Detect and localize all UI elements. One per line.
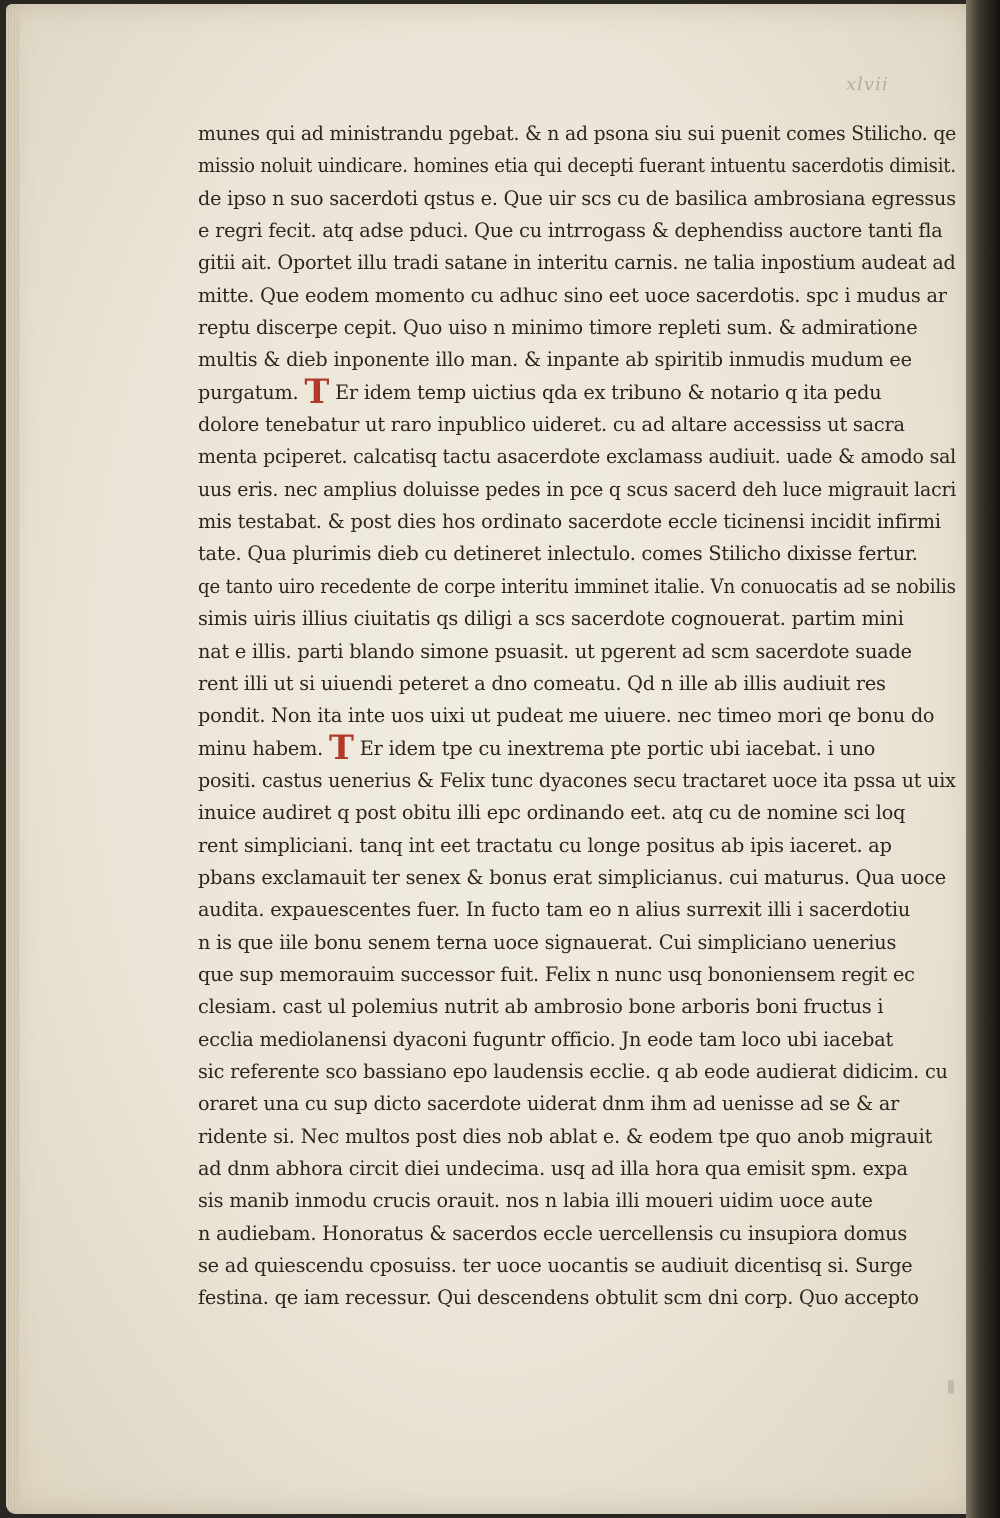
text-line: se ad quiescendu cposuiss. ter uoce uocantis se audiuit dicentisq si. Surge <box>198 1254 913 1278</box>
binding-gutter <box>966 0 1000 1518</box>
text-line: n is que iile bonu senem terna uoce signauerat. Cui simpliciano uenerius <box>198 930 897 954</box>
text-line: sis manib inmodu crucis orauit. nos n labia illi moueri uidim uoce aute <box>198 1189 873 1213</box>
text-line: nat e illis. parti blando simone psuasit. ut pgerent ad scm sacerdote suade <box>198 639 912 663</box>
text-line: dolore tenebatur ut raro inpublico uideret. cu ad altare accessiss ut sacra <box>198 413 905 437</box>
text-line: rent illi ut si uiuendi peteret a dno comeatu. Qd n ille ab illis audiuit res <box>198 671 886 695</box>
text-line: simis uiris illius ciuitatis qs diligi a scs sacerdote cognouerat. partim mini <box>198 607 904 631</box>
text-segment: Er idem tpe cu inextrema pte portic ubi iacebat. i uno <box>359 736 876 760</box>
text-line: tate. Qua plurimis dieb cu detineret inlectulo. comes Stilicho dixisse fertur. <box>198 542 918 566</box>
page-edge <box>6 10 20 1510</box>
text-line: uus eris. nec amplius doluisse pedes in pce q scus sacerd deh luce migrauit lacri <box>198 477 957 501</box>
text-line: inuice audiret q post obitu illi epc ordinando eet. atq cu de nomine sci loq <box>198 801 906 825</box>
text-line: rent simpliciani. tanq int eet tractatu cu longe positus ab ipis iaceret. ap <box>198 833 892 857</box>
text-line: ridente si. Nec multos post dies nob ablat e. & eodem tpe quo anob migrauit <box>198 1124 933 1148</box>
text-line: oraret una cu sup dicto sacerdote uiderat dnm ihm ad uenisse ad se & ar <box>198 1092 900 1116</box>
text-line: ad dnm abhora circit diei undecima. usq ad illa hora qua emisit spm. expa <box>198 1157 908 1180</box>
text-line: e regri fecit. atq adse pduci. Que cu intrrogass & dephendiss auctore tanti fla <box>198 219 943 243</box>
text-line: menta pciperet. calcatisq tactu asacerdote exclamass audiuit. uade & amodo sal <box>198 445 957 469</box>
ink-mark <box>948 1380 954 1394</box>
text-line: pbans exclamauit ter senex & bonus erat simplicianus. cui maturus. Qua uoce <box>198 865 946 889</box>
text-line: ecclia mediolanensi dyaconi fuguntr officio. Jn eode tam loco ubi iacebat <box>198 1027 894 1051</box>
text-column <box>198 118 966 1315</box>
text-line-with-initial <box>198 727 956 768</box>
text-line: pondit. Non ita inte uos uixi ut pudeat me uiuere. nec timeo mori qe bonu do <box>198 704 935 728</box>
text-line: mitte. Que eodem momento cu adhuc sino eet uoce sacerdotis. spc i mudus ar <box>198 283 947 307</box>
folio-number: xlvii <box>846 74 889 95</box>
rubricated-initial: T <box>304 371 330 412</box>
text-line-with-initial <box>198 371 956 412</box>
text-line: que sup memorauim successor fuit. Felix n nunc usq bononiensem regit ec <box>198 962 915 986</box>
text-line: munes qui ad ministrandu pgebat. & n ad psona siu sui puenit comes Stilicho. qe <box>198 122 957 145</box>
rubricated-initial: T <box>329 727 354 768</box>
text-line: positi. castus uenerius & Felix tunc dyacones secu tractaret uoce ita pssa ut uix <box>198 768 956 792</box>
text-line: de ipso n suo sacerdoti qstus e. Que uir scs cu de basilica ambrosiana egressus <box>198 186 956 210</box>
text-line: festina. qe iam recessur. Qui descendens obtulit scm dni corp. Quo accepto <box>198 1286 919 1310</box>
text-line: reptu discerpe cepit. Quo uiso n minimo timore repleti sum. & admiratione <box>198 316 918 340</box>
text-line: qe tanto uiro recedente de corpe interitu imminet italie. Vn conuocatis ad se nobilis <box>198 574 956 598</box>
text-segment: purgatum. <box>198 380 299 404</box>
text-line: multis & dieb inponente illo man. & inpante ab spiritib inmudis mudum ee <box>198 348 912 372</box>
text-line: clesiam. cast ul polemius nutrit ab ambrosio bone arboris boni fructus i <box>198 995 884 1019</box>
text-line: missio noluit uindicare. homines etia qui decepti fuerant intuentu sacerdotis dimisit. <box>198 154 956 178</box>
text-line: sic referente sco bassiano epo laudensis ecclie. q ab eode audierat didicim. cu <box>198 1059 948 1083</box>
text-line: audita. expauescentes fuer. In fucto tam eo n alius surrexit illi i sacerdotiu <box>198 898 911 922</box>
text-segment: minu habem. <box>198 736 324 760</box>
text-segment: Er idem temp uictius qda ex tribuno & notario q ita pedu <box>335 380 882 404</box>
text-line: n audiebam. Honoratus & sacerdos eccle uercellensis cu insupiora domus <box>198 1221 908 1245</box>
text-line: gitii ait. Oportet illu tradi satane in interitu carnis. ne talia inpostium audeat ad <box>198 251 956 275</box>
text-line: mis testabat. & post dies hos ordinato sacerdote eccle ticinensi incidit infirmi <box>198 510 941 534</box>
